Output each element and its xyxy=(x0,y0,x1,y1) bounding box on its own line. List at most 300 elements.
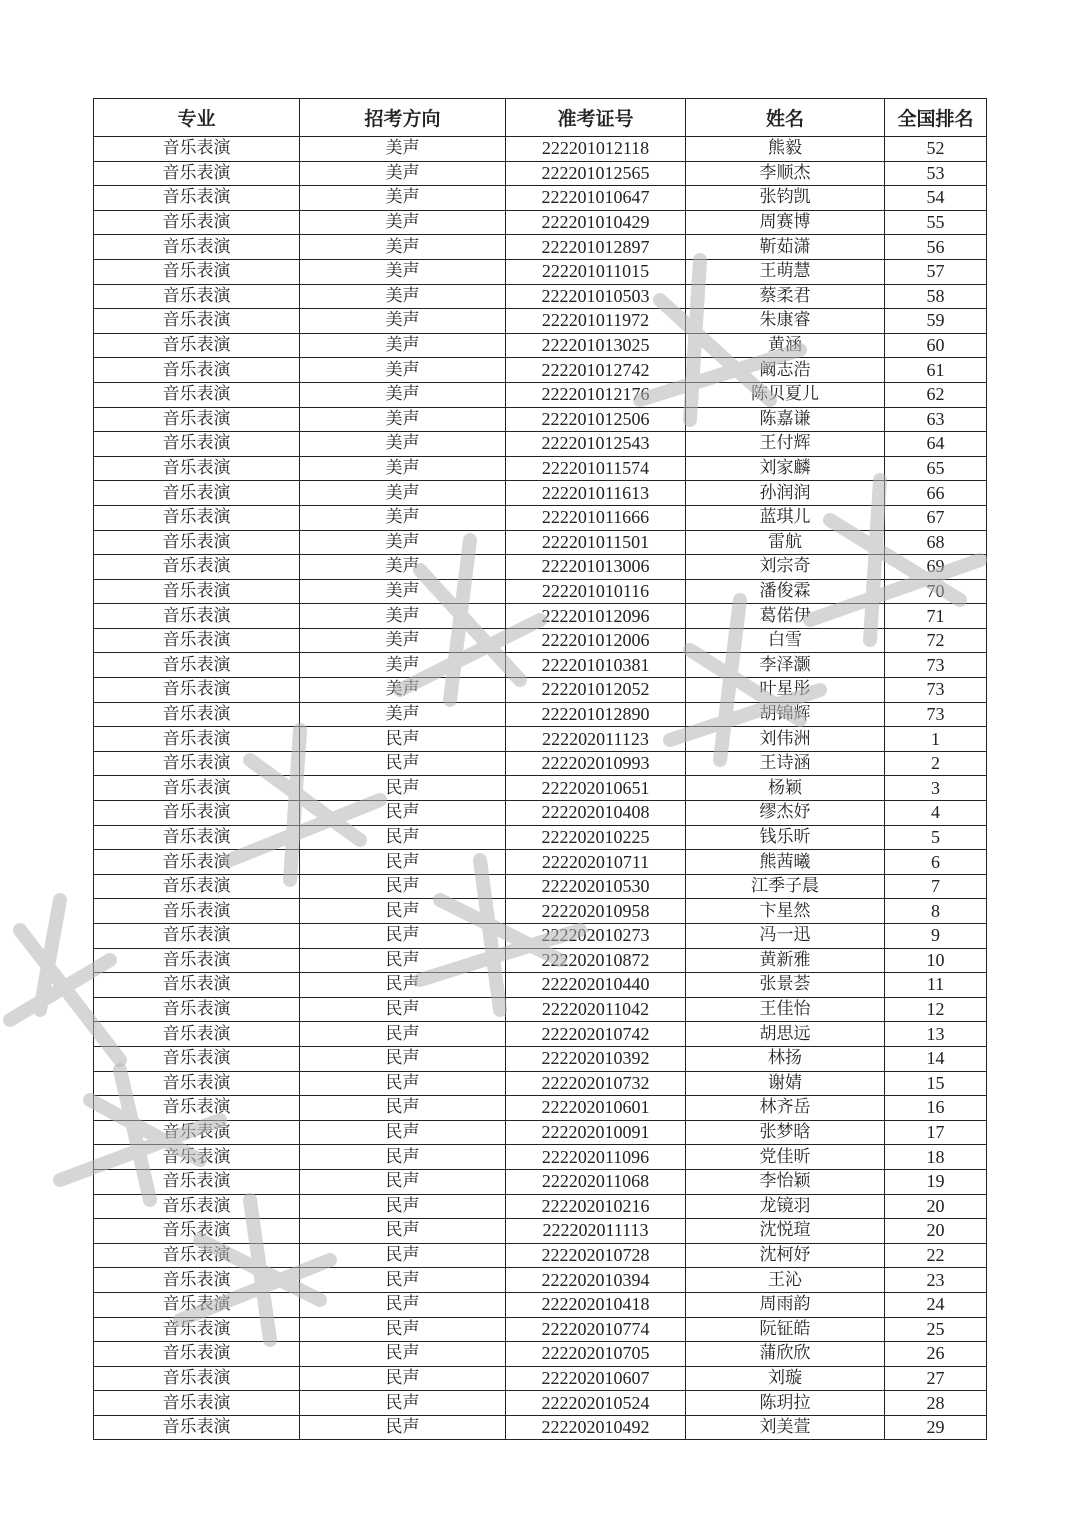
table-row xyxy=(94,259,987,284)
cell-rank: 8 xyxy=(885,899,987,924)
table-row xyxy=(94,186,987,211)
table-row xyxy=(94,284,987,309)
cell-rank: 3 xyxy=(885,776,987,801)
cell-rank: 70 xyxy=(885,579,987,604)
cell-direction: 民声 xyxy=(300,850,506,875)
cell-exam-id: 222201012897 xyxy=(506,235,686,260)
cell-direction: 民声 xyxy=(300,997,506,1022)
cell-rank: 61 xyxy=(885,358,987,383)
cell-direction: 美声 xyxy=(300,579,506,604)
cell-rank: 9 xyxy=(885,924,987,949)
cell-exam-id: 222201011613 xyxy=(506,481,686,506)
cell-name: 靳茹潇 xyxy=(686,235,885,260)
cell-major: 音乐表演 xyxy=(94,1342,300,1367)
table-row xyxy=(94,1219,987,1244)
cell-rank: 10 xyxy=(885,948,987,973)
cell-exam-id: 222202010216 xyxy=(506,1194,686,1219)
cell-name: 周赛博 xyxy=(686,210,885,235)
cell-major: 音乐表演 xyxy=(94,628,300,653)
cell-major: 音乐表演 xyxy=(94,1391,300,1416)
cell-name: 王诗涵 xyxy=(686,751,885,776)
cell-name: 周雨韵 xyxy=(686,1292,885,1317)
cell-direction: 民声 xyxy=(300,948,506,973)
cell-name: 张梦晗 xyxy=(686,1120,885,1145)
cell-exam-id: 222201011666 xyxy=(506,505,686,530)
cell-name: 葛偌伊 xyxy=(686,604,885,629)
cell-exam-id: 222202010601 xyxy=(506,1096,686,1121)
cell-name: 王沁 xyxy=(686,1268,885,1293)
cell-exam-id: 222201011015 xyxy=(506,259,686,284)
cell-direction: 民声 xyxy=(300,1169,506,1194)
cell-exam-id: 222201012742 xyxy=(506,358,686,383)
table-row xyxy=(94,235,987,260)
cell-exam-id: 222201010647 xyxy=(506,186,686,211)
cell-major: 音乐表演 xyxy=(94,1268,300,1293)
cell-name: 张景荟 xyxy=(686,973,885,998)
table-row xyxy=(94,1317,987,1342)
table-row xyxy=(94,1243,987,1268)
cell-exam-id: 222202010440 xyxy=(506,973,686,998)
cell-direction: 民声 xyxy=(300,776,506,801)
cell-exam-id: 222202010530 xyxy=(506,874,686,899)
table-row xyxy=(94,555,987,580)
cell-rank: 23 xyxy=(885,1268,987,1293)
cell-exam-id: 222201011574 xyxy=(506,456,686,481)
cell-major: 音乐表演 xyxy=(94,1194,300,1219)
cell-major: 音乐表演 xyxy=(94,407,300,432)
table-row xyxy=(94,579,987,604)
cell-rank: 7 xyxy=(885,874,987,899)
cell-exam-id: 222202010607 xyxy=(506,1366,686,1391)
cell-exam-id: 222202010273 xyxy=(506,924,686,949)
cell-rank: 73 xyxy=(885,702,987,727)
header-major: 专业 xyxy=(94,99,300,137)
cell-exam-id: 222202010993 xyxy=(506,751,686,776)
table-row xyxy=(94,1391,987,1416)
cell-rank: 66 xyxy=(885,481,987,506)
cell-name: 熊茜曦 xyxy=(686,850,885,875)
cell-rank: 29 xyxy=(885,1415,987,1440)
cell-rank: 65 xyxy=(885,456,987,481)
table-row xyxy=(94,210,987,235)
cell-name: 孙润润 xyxy=(686,481,885,506)
cell-direction: 美声 xyxy=(300,333,506,358)
cell-major: 音乐表演 xyxy=(94,850,300,875)
cell-major: 音乐表演 xyxy=(94,137,300,162)
cell-rank: 16 xyxy=(885,1096,987,1121)
cell-rank: 53 xyxy=(885,161,987,186)
cell-major: 音乐表演 xyxy=(94,1145,300,1170)
cell-name: 雷航 xyxy=(686,530,885,555)
cell-name: 江季子晨 xyxy=(686,874,885,899)
cell-name: 潘俊霖 xyxy=(686,579,885,604)
cell-name: 沈柯妤 xyxy=(686,1243,885,1268)
cell-major: 音乐表演 xyxy=(94,186,300,211)
cell-major: 音乐表演 xyxy=(94,1096,300,1121)
cell-exam-id: 222202011096 xyxy=(506,1145,686,1170)
cell-direction: 民声 xyxy=(300,1268,506,1293)
cell-direction: 美声 xyxy=(300,653,506,678)
table-row xyxy=(94,604,987,629)
cell-direction: 民声 xyxy=(300,874,506,899)
cell-name: 缪杰妤 xyxy=(686,801,885,826)
cell-rank: 72 xyxy=(885,628,987,653)
cell-name: 朱康睿 xyxy=(686,309,885,334)
cell-name: 阮钲皓 xyxy=(686,1317,885,1342)
table-row xyxy=(94,137,987,162)
cell-direction: 民声 xyxy=(300,1194,506,1219)
cell-rank: 5 xyxy=(885,825,987,850)
table-row xyxy=(94,1415,987,1440)
cell-major: 音乐表演 xyxy=(94,358,300,383)
cell-name: 党佳昕 xyxy=(686,1145,885,1170)
cell-direction: 美声 xyxy=(300,407,506,432)
cell-major: 音乐表演 xyxy=(94,997,300,1022)
table-row xyxy=(94,850,987,875)
cell-major: 音乐表演 xyxy=(94,801,300,826)
table-row xyxy=(94,1169,987,1194)
cell-direction: 民声 xyxy=(300,924,506,949)
cell-major: 音乐表演 xyxy=(94,727,300,752)
cell-rank: 4 xyxy=(885,801,987,826)
cell-name: 熊毅 xyxy=(686,137,885,162)
table-row xyxy=(94,358,987,383)
cell-exam-id: 222202010705 xyxy=(506,1342,686,1367)
cell-name: 林齐岳 xyxy=(686,1096,885,1121)
cell-rank: 14 xyxy=(885,1046,987,1071)
cell-major: 音乐表演 xyxy=(94,948,300,973)
cell-name: 刘美萱 xyxy=(686,1415,885,1440)
cell-rank: 64 xyxy=(885,432,987,457)
cell-major: 音乐表演 xyxy=(94,1219,300,1244)
cell-direction: 民声 xyxy=(300,801,506,826)
cell-rank: 58 xyxy=(885,284,987,309)
cell-direction: 美声 xyxy=(300,628,506,653)
cell-rank: 55 xyxy=(885,210,987,235)
cell-major: 音乐表演 xyxy=(94,874,300,899)
cell-major: 音乐表演 xyxy=(94,333,300,358)
cell-direction: 美声 xyxy=(300,235,506,260)
cell-name: 胡思远 xyxy=(686,1022,885,1047)
table-row xyxy=(94,481,987,506)
cell-name: 冯一迅 xyxy=(686,924,885,949)
cell-major: 音乐表演 xyxy=(94,1415,300,1440)
cell-rank: 71 xyxy=(885,604,987,629)
cell-name: 刘家麟 xyxy=(686,456,885,481)
cell-name: 蒲欣欣 xyxy=(686,1342,885,1367)
table-row xyxy=(94,456,987,481)
cell-direction: 民声 xyxy=(300,1120,506,1145)
cell-exam-id: 222202011042 xyxy=(506,997,686,1022)
cell-rank: 27 xyxy=(885,1366,987,1391)
table-row xyxy=(94,407,987,432)
table-row xyxy=(94,973,987,998)
cell-rank: 73 xyxy=(885,653,987,678)
cell-exam-id: 222201012052 xyxy=(506,678,686,703)
cell-direction: 美声 xyxy=(300,309,506,334)
cell-rank: 18 xyxy=(885,1145,987,1170)
cell-rank: 56 xyxy=(885,235,987,260)
cell-exam-id: 222202010524 xyxy=(506,1391,686,1416)
cell-exam-id: 222202010651 xyxy=(506,776,686,801)
cell-rank: 59 xyxy=(885,309,987,334)
cell-exam-id: 222201011972 xyxy=(506,309,686,334)
cell-name: 黄涵 xyxy=(686,333,885,358)
cell-rank: 13 xyxy=(885,1022,987,1047)
table-row xyxy=(94,727,987,752)
cell-exam-id: 222201012565 xyxy=(506,161,686,186)
table-row xyxy=(94,653,987,678)
cell-direction: 美声 xyxy=(300,161,506,186)
table-row xyxy=(94,825,987,850)
cell-exam-id: 222202010742 xyxy=(506,1022,686,1047)
table-row xyxy=(94,751,987,776)
cell-exam-id: 222201010503 xyxy=(506,284,686,309)
cell-direction: 民声 xyxy=(300,973,506,998)
table-row xyxy=(94,628,987,653)
cell-rank: 26 xyxy=(885,1342,987,1367)
cell-exam-id: 222201012890 xyxy=(506,702,686,727)
table-row xyxy=(94,899,987,924)
cell-direction: 美声 xyxy=(300,284,506,309)
cell-major: 音乐表演 xyxy=(94,899,300,924)
cell-rank: 20 xyxy=(885,1219,987,1244)
cell-direction: 美声 xyxy=(300,456,506,481)
cell-exam-id: 222202010958 xyxy=(506,899,686,924)
table-row xyxy=(94,874,987,899)
table-header-row xyxy=(94,99,987,137)
table-row xyxy=(94,1292,987,1317)
cell-direction: 美声 xyxy=(300,505,506,530)
cell-major: 音乐表演 xyxy=(94,776,300,801)
cell-name: 张钧凯 xyxy=(686,186,885,211)
cell-name: 李泽灏 xyxy=(686,653,885,678)
cell-major: 音乐表演 xyxy=(94,309,300,334)
table-row xyxy=(94,1046,987,1071)
cell-exam-id: 222202010872 xyxy=(506,948,686,973)
cell-major: 音乐表演 xyxy=(94,1071,300,1096)
cell-rank: 11 xyxy=(885,973,987,998)
cell-exam-id: 222201013006 xyxy=(506,555,686,580)
header-exam-id: 准考证号 xyxy=(506,99,686,137)
table-row xyxy=(94,161,987,186)
cell-exam-id: 222201012176 xyxy=(506,382,686,407)
cell-direction: 民声 xyxy=(300,751,506,776)
cell-name: 杨颖 xyxy=(686,776,885,801)
cell-exam-id: 222201012096 xyxy=(506,604,686,629)
cell-name: 谢婧 xyxy=(686,1071,885,1096)
cell-direction: 民声 xyxy=(300,1096,506,1121)
cell-direction: 民声 xyxy=(300,1292,506,1317)
cell-direction: 民声 xyxy=(300,825,506,850)
table-row xyxy=(94,702,987,727)
cell-rank: 63 xyxy=(885,407,987,432)
cell-name: 王萌慧 xyxy=(686,259,885,284)
cell-name: 王佳怡 xyxy=(686,997,885,1022)
cell-name: 钱乐昕 xyxy=(686,825,885,850)
cell-major: 音乐表演 xyxy=(94,604,300,629)
table-row xyxy=(94,776,987,801)
table-row xyxy=(94,1096,987,1121)
cell-exam-id: 222202010394 xyxy=(506,1268,686,1293)
cell-rank: 20 xyxy=(885,1194,987,1219)
cell-major: 音乐表演 xyxy=(94,1046,300,1071)
cell-direction: 美声 xyxy=(300,382,506,407)
table-row xyxy=(94,1194,987,1219)
header-direction: 招考方向 xyxy=(300,99,506,137)
cell-exam-id: 222201013025 xyxy=(506,333,686,358)
cell-exam-id: 222202010774 xyxy=(506,1317,686,1342)
cell-direction: 美声 xyxy=(300,604,506,629)
table-row xyxy=(94,333,987,358)
cell-major: 音乐表演 xyxy=(94,1022,300,1047)
cell-name: 陈嘉谦 xyxy=(686,407,885,432)
cell-rank: 15 xyxy=(885,1071,987,1096)
table-row xyxy=(94,924,987,949)
table-row xyxy=(94,382,987,407)
cell-rank: 69 xyxy=(885,555,987,580)
cell-rank: 73 xyxy=(885,678,987,703)
cell-rank: 1 xyxy=(885,727,987,752)
table-row xyxy=(94,1071,987,1096)
cell-major: 音乐表演 xyxy=(94,973,300,998)
cell-exam-id: 222201010429 xyxy=(506,210,686,235)
cell-major: 音乐表演 xyxy=(94,1120,300,1145)
cell-name: 卞星然 xyxy=(686,899,885,924)
cell-major: 音乐表演 xyxy=(94,456,300,481)
table-row xyxy=(94,1120,987,1145)
cell-name: 阚志浩 xyxy=(686,358,885,383)
cell-direction: 民声 xyxy=(300,727,506,752)
cell-rank: 6 xyxy=(885,850,987,875)
table-row xyxy=(94,309,987,334)
table-row xyxy=(94,1268,987,1293)
cell-major: 音乐表演 xyxy=(94,1317,300,1342)
cell-direction: 美声 xyxy=(300,530,506,555)
cell-exam-id: 222202010728 xyxy=(506,1243,686,1268)
cell-direction: 民声 xyxy=(300,1145,506,1170)
cell-direction: 民声 xyxy=(300,899,506,924)
cell-direction: 美声 xyxy=(300,432,506,457)
cell-major: 音乐表演 xyxy=(94,1169,300,1194)
cell-rank: 62 xyxy=(885,382,987,407)
cell-direction: 民声 xyxy=(300,1046,506,1071)
cell-direction: 民声 xyxy=(300,1317,506,1342)
cell-major: 音乐表演 xyxy=(94,259,300,284)
table-row xyxy=(94,997,987,1022)
cell-exam-id: 222201010116 xyxy=(506,579,686,604)
cell-rank: 22 xyxy=(885,1243,987,1268)
cell-name: 林扬 xyxy=(686,1046,885,1071)
cell-exam-id: 222202011068 xyxy=(506,1169,686,1194)
cell-major: 音乐表演 xyxy=(94,825,300,850)
table-body xyxy=(94,137,987,1440)
cell-rank: 24 xyxy=(885,1292,987,1317)
cell-major: 音乐表演 xyxy=(94,382,300,407)
cell-direction: 民声 xyxy=(300,1022,506,1047)
cell-name: 陈贝夏儿 xyxy=(686,382,885,407)
ranking-table xyxy=(93,98,987,1440)
table-row xyxy=(94,801,987,826)
cell-direction: 民声 xyxy=(300,1243,506,1268)
cell-direction: 民声 xyxy=(300,1415,506,1440)
cell-direction: 民声 xyxy=(300,1219,506,1244)
cell-exam-id: 222201012543 xyxy=(506,432,686,457)
cell-rank: 17 xyxy=(885,1120,987,1145)
cell-direction: 美声 xyxy=(300,210,506,235)
cell-direction: 民声 xyxy=(300,1342,506,1367)
cell-rank: 52 xyxy=(885,137,987,162)
cell-major: 音乐表演 xyxy=(94,751,300,776)
cell-name: 王付辉 xyxy=(686,432,885,457)
cell-exam-id: 222202010492 xyxy=(506,1415,686,1440)
cell-rank: 67 xyxy=(885,505,987,530)
cell-exam-id: 222202011113 xyxy=(506,1219,686,1244)
cell-direction: 民声 xyxy=(300,1071,506,1096)
cell-direction: 美声 xyxy=(300,137,506,162)
cell-major: 音乐表演 xyxy=(94,702,300,727)
cell-rank: 54 xyxy=(885,186,987,211)
cell-major: 音乐表演 xyxy=(94,210,300,235)
table-row xyxy=(94,1145,987,1170)
cell-major: 音乐表演 xyxy=(94,284,300,309)
table-row xyxy=(94,505,987,530)
cell-major: 音乐表演 xyxy=(94,235,300,260)
cell-name: 李怡颖 xyxy=(686,1169,885,1194)
cell-name: 陈玥拉 xyxy=(686,1391,885,1416)
cell-direction: 民声 xyxy=(300,1366,506,1391)
cell-rank: 25 xyxy=(885,1317,987,1342)
cell-rank: 60 xyxy=(885,333,987,358)
cell-exam-id: 222202010091 xyxy=(506,1120,686,1145)
cell-major: 音乐表演 xyxy=(94,924,300,949)
cell-exam-id: 222202010732 xyxy=(506,1071,686,1096)
cell-direction: 民声 xyxy=(300,1391,506,1416)
cell-rank: 57 xyxy=(885,259,987,284)
cell-exam-id: 222201012006 xyxy=(506,628,686,653)
cell-exam-id: 222201010381 xyxy=(506,653,686,678)
cell-major: 音乐表演 xyxy=(94,1292,300,1317)
header-name: 姓名 xyxy=(686,99,885,137)
cell-major: 音乐表演 xyxy=(94,579,300,604)
cell-major: 音乐表演 xyxy=(94,678,300,703)
header-national-rank: 全国排名 xyxy=(885,99,987,137)
cell-name: 刘璇 xyxy=(686,1366,885,1391)
cell-rank: 28 xyxy=(885,1391,987,1416)
cell-exam-id: 222202010225 xyxy=(506,825,686,850)
cell-name: 刘伟洲 xyxy=(686,727,885,752)
cell-name: 李顺杰 xyxy=(686,161,885,186)
cell-name: 黄新雅 xyxy=(686,948,885,973)
cell-exam-id: 222201012118 xyxy=(506,137,686,162)
cell-name: 叶星彤 xyxy=(686,678,885,703)
table-row xyxy=(94,530,987,555)
cell-direction: 美声 xyxy=(300,481,506,506)
table-row xyxy=(94,948,987,973)
cell-direction: 美声 xyxy=(300,186,506,211)
cell-exam-id: 222202010392 xyxy=(506,1046,686,1071)
cell-name: 白雪 xyxy=(686,628,885,653)
cell-major: 音乐表演 xyxy=(94,432,300,457)
cell-rank: 68 xyxy=(885,530,987,555)
cell-direction: 美声 xyxy=(300,358,506,383)
table-row xyxy=(94,678,987,703)
cell-major: 音乐表演 xyxy=(94,1366,300,1391)
cell-name: 蔡柔君 xyxy=(686,284,885,309)
cell-major: 音乐表演 xyxy=(94,161,300,186)
cell-exam-id: 222202011123 xyxy=(506,727,686,752)
cell-exam-id: 222202010408 xyxy=(506,801,686,826)
